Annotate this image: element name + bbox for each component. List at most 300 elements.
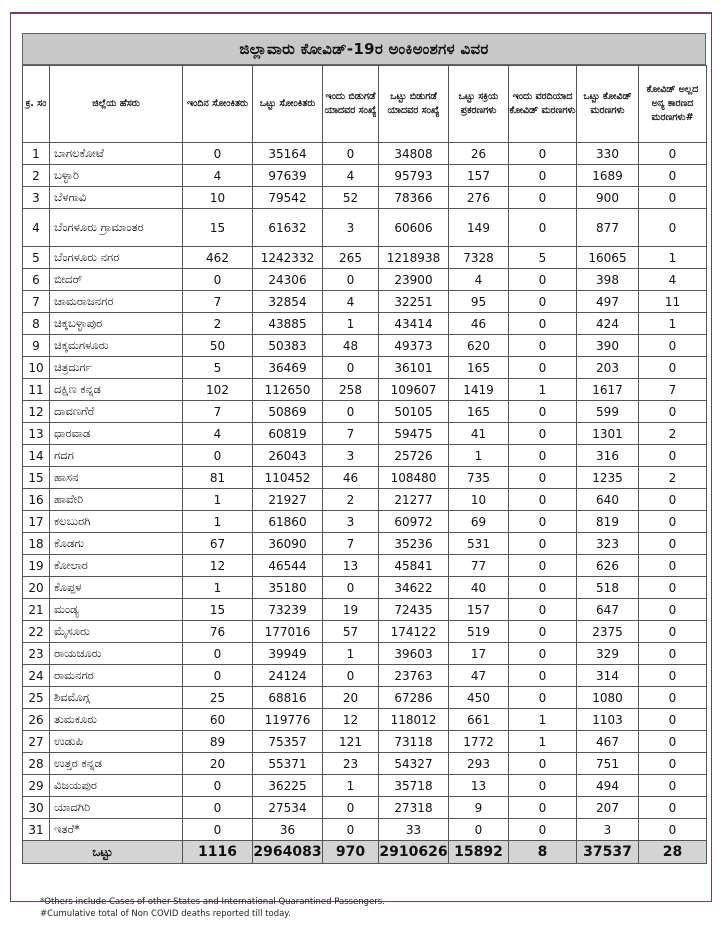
value-cell: 50105 <box>379 401 449 423</box>
value-cell: 0 <box>183 665 253 687</box>
value-cell: 0 <box>183 797 253 819</box>
value-cell: 78366 <box>379 187 449 209</box>
value-cell: 35164 <box>253 143 323 165</box>
value-cell: 2 <box>183 313 253 335</box>
value-cell: 119776 <box>253 709 323 731</box>
value-cell: 2375 <box>577 621 639 643</box>
district-name-cell: ಬೆಂಗಳೂರು ನಗರ <box>50 247 183 269</box>
value-cell: 0 <box>509 599 577 621</box>
value-cell: 0 <box>639 187 707 209</box>
value-cell: 0 <box>509 511 577 533</box>
value-cell: 3 <box>323 445 379 467</box>
serial-cell: 24 <box>23 665 50 687</box>
district-name-cell: ಚಿಕ್ಕಬಳ್ಳಾಪುರ <box>50 313 183 335</box>
value-cell: 60606 <box>379 209 449 247</box>
value-cell: 21927 <box>253 489 323 511</box>
value-cell: 0 <box>639 335 707 357</box>
value-cell: 109607 <box>379 379 449 401</box>
value-cell: 55371 <box>253 753 323 775</box>
value-cell: 77 <box>449 555 509 577</box>
value-cell: 3 <box>323 511 379 533</box>
header-cell: ಒಟ್ಟು ಸಕ್ರಿಯ ಪ್ರಕರಣಗಳು <box>449 66 509 143</box>
value-cell: 10 <box>449 489 509 511</box>
value-cell: 265 <box>323 247 379 269</box>
serial-cell: 10 <box>23 357 50 379</box>
value-cell: 0 <box>639 753 707 775</box>
total-cell: 37537 <box>577 841 639 864</box>
value-cell: 0 <box>509 445 577 467</box>
value-cell: 0 <box>639 357 707 379</box>
table-row <box>23 467 707 489</box>
value-cell: 60819 <box>253 423 323 445</box>
value-cell: 0 <box>639 709 707 731</box>
value-cell: 0 <box>509 187 577 209</box>
serial-cell: 20 <box>23 577 50 599</box>
value-cell: 23900 <box>379 269 449 291</box>
value-cell: 4 <box>183 165 253 187</box>
value-cell: 0 <box>509 533 577 555</box>
value-cell: 276 <box>449 187 509 209</box>
serial-cell: 3 <box>23 187 50 209</box>
value-cell: 20 <box>323 687 379 709</box>
serial-cell: 8 <box>23 313 50 335</box>
value-cell: 450 <box>449 687 509 709</box>
value-cell: 1218938 <box>379 247 449 269</box>
value-cell: 0 <box>509 423 577 445</box>
value-cell: 0 <box>639 775 707 797</box>
value-cell: 0 <box>639 165 707 187</box>
value-cell: 0 <box>323 577 379 599</box>
district-name-cell: ಚಾಮರಾಜನಗರ <box>50 291 183 313</box>
total-cell: 1116 <box>183 841 253 864</box>
value-cell: 34808 <box>379 143 449 165</box>
value-cell: 0 <box>509 291 577 313</box>
serial-cell: 25 <box>23 687 50 709</box>
value-cell: 50 <box>183 335 253 357</box>
header-cell: ಒಟ್ಟು ಕೋವಿಡ್ ಮರಣಗಳು <box>577 66 639 143</box>
serial-cell: 29 <box>23 775 50 797</box>
serial-cell: 4 <box>23 209 50 247</box>
header-cell: ಇಂದು ವರದಿಯಾದ ಕೋವಿಡ್ ಮರಣಗಳು <box>509 66 577 143</box>
value-cell: 0 <box>639 555 707 577</box>
district-name-cell: ತುಮಕೂರು <box>50 709 183 731</box>
table-row <box>23 401 707 423</box>
district-name-cell: ಕೊಡಗು <box>50 533 183 555</box>
value-cell: 203 <box>577 357 639 379</box>
value-cell: 0 <box>509 775 577 797</box>
value-cell: 640 <box>577 489 639 511</box>
value-cell: 1 <box>183 577 253 599</box>
value-cell: 36469 <box>253 357 323 379</box>
value-cell: 1617 <box>577 379 639 401</box>
value-cell: 0 <box>323 665 379 687</box>
value-cell: 462 <box>183 247 253 269</box>
value-cell: 0 <box>639 643 707 665</box>
value-cell: 329 <box>577 643 639 665</box>
value-cell: 1689 <box>577 165 639 187</box>
value-cell: 599 <box>577 401 639 423</box>
serial-cell: 16 <box>23 489 50 511</box>
header-row <box>23 66 707 143</box>
value-cell: 73118 <box>379 731 449 753</box>
value-cell: 661 <box>449 709 509 731</box>
value-cell: 72435 <box>379 599 449 621</box>
value-cell: 40 <box>449 577 509 599</box>
value-cell: 0 <box>639 665 707 687</box>
value-cell: 1 <box>449 445 509 467</box>
serial-cell: 13 <box>23 423 50 445</box>
table-row <box>23 533 707 555</box>
footnote: *Others include Cases of other States and International Quarantined Passengers. <box>40 897 385 907</box>
value-cell: 735 <box>449 467 509 489</box>
value-cell: 293 <box>449 753 509 775</box>
district-name-cell: ಕಲಬುರಗಿ <box>50 511 183 533</box>
serial-cell: 28 <box>23 753 50 775</box>
value-cell: 0 <box>639 621 707 643</box>
value-cell: 35718 <box>379 775 449 797</box>
total-cell: 2964083 <box>253 841 323 864</box>
value-cell: 9 <box>449 797 509 819</box>
value-cell: 1 <box>323 643 379 665</box>
value-cell: 518 <box>577 577 639 599</box>
value-cell: 877 <box>577 209 639 247</box>
value-cell: 33 <box>379 819 449 841</box>
value-cell: 626 <box>577 555 639 577</box>
value-cell: 39949 <box>253 643 323 665</box>
value-cell: 121 <box>323 731 379 753</box>
district-name-cell: ಬಳ್ಳಾರಿ <box>50 165 183 187</box>
value-cell: 43414 <box>379 313 449 335</box>
value-cell: 0 <box>509 555 577 577</box>
district-name-cell: ಉತ್ತರ ಕನ್ನಡ <box>50 753 183 775</box>
district-name-cell: ದಕ್ಷಿಣ ಕನ್ನಡ <box>50 379 183 401</box>
value-cell: 11 <box>639 291 707 313</box>
total-row <box>23 841 707 864</box>
total-cell: 8 <box>509 841 577 864</box>
value-cell: 0 <box>323 819 379 841</box>
table-row <box>23 511 707 533</box>
value-cell: 0 <box>323 401 379 423</box>
footnotes <box>40 896 700 920</box>
value-cell: 13 <box>449 775 509 797</box>
value-cell: 45841 <box>379 555 449 577</box>
value-cell: 0 <box>183 819 253 841</box>
table-row <box>23 819 707 841</box>
value-cell: 0 <box>509 577 577 599</box>
value-cell: 751 <box>577 753 639 775</box>
value-cell: 23 <box>323 753 379 775</box>
value-cell: 316 <box>577 445 639 467</box>
table-row <box>23 165 707 187</box>
value-cell: 1 <box>639 313 707 335</box>
value-cell: 2 <box>323 489 379 511</box>
value-cell: 35236 <box>379 533 449 555</box>
value-cell: 0 <box>183 445 253 467</box>
value-cell: 0 <box>639 209 707 247</box>
value-cell: 73239 <box>253 599 323 621</box>
serial-cell: 5 <box>23 247 50 269</box>
value-cell: 1235 <box>577 467 639 489</box>
value-cell: 49373 <box>379 335 449 357</box>
value-cell: 0 <box>449 819 509 841</box>
value-cell: 102 <box>183 379 253 401</box>
value-cell: 0 <box>639 731 707 753</box>
value-cell: 1772 <box>449 731 509 753</box>
value-cell: 24306 <box>253 269 323 291</box>
value-cell: 7 <box>639 379 707 401</box>
value-cell: 0 <box>323 797 379 819</box>
district-name-cell: ಮಂಡ್ಯ <box>50 599 183 621</box>
table-row <box>23 357 707 379</box>
header-cell: ಇಂದು ಬಿಡುಗಡೆ ಯಾದವರ ಸಂಖ್ಯೆ <box>323 66 379 143</box>
district-name-cell: ಇತರೆ* <box>50 819 183 841</box>
district-name-cell: ಮೈಸೂರು <box>50 621 183 643</box>
serial-cell: 11 <box>23 379 50 401</box>
value-cell: 36090 <box>253 533 323 555</box>
footnote: #Cumulative total of Non COVID deaths reported till today. <box>40 909 291 919</box>
serial-cell: 2 <box>23 165 50 187</box>
district-name-cell: ಕೋಲಾರ <box>50 555 183 577</box>
value-cell: 0 <box>509 165 577 187</box>
value-cell: 67286 <box>379 687 449 709</box>
district-name-cell: ದಾವಣಗೆರೆ <box>50 401 183 423</box>
district-name-cell: ಬಾಗಲಕೋಟೆ <box>50 143 183 165</box>
value-cell: 314 <box>577 665 639 687</box>
value-cell: 27534 <box>253 797 323 819</box>
value-cell: 0 <box>639 797 707 819</box>
value-cell: 647 <box>577 599 639 621</box>
table-row <box>23 445 707 467</box>
district-name-cell: ರಾಮನಗರ <box>50 665 183 687</box>
value-cell: 0 <box>509 143 577 165</box>
value-cell: 0 <box>639 489 707 511</box>
value-cell: 1419 <box>449 379 509 401</box>
value-cell: 95793 <box>379 165 449 187</box>
value-cell: 25726 <box>379 445 449 467</box>
serial-cell: 26 <box>23 709 50 731</box>
district-name-cell: ವಿಜಯಪುರ <box>50 775 183 797</box>
value-cell: 165 <box>449 357 509 379</box>
serial-cell: 9 <box>23 335 50 357</box>
value-cell: 36225 <box>253 775 323 797</box>
value-cell: 1 <box>509 731 577 753</box>
value-cell: 95 <box>449 291 509 313</box>
value-cell: 15 <box>183 599 253 621</box>
value-cell: 5 <box>183 357 253 379</box>
value-cell: 0 <box>183 269 253 291</box>
serial-cell: 30 <box>23 797 50 819</box>
value-cell: 3 <box>577 819 639 841</box>
value-cell: 390 <box>577 335 639 357</box>
value-cell: 330 <box>577 143 639 165</box>
value-cell: 0 <box>509 313 577 335</box>
value-cell: 1 <box>509 709 577 731</box>
value-cell: 0 <box>639 599 707 621</box>
value-cell: 0 <box>639 401 707 423</box>
serial-cell: 18 <box>23 533 50 555</box>
value-cell: 398 <box>577 269 639 291</box>
value-cell: 177016 <box>253 621 323 643</box>
table-row <box>23 797 707 819</box>
value-cell: 59475 <box>379 423 449 445</box>
value-cell: 36 <box>253 819 323 841</box>
table-row <box>23 599 707 621</box>
value-cell: 531 <box>449 533 509 555</box>
table-row <box>23 209 707 247</box>
value-cell: 97639 <box>253 165 323 187</box>
serial-cell: 19 <box>23 555 50 577</box>
table-row <box>23 621 707 643</box>
header-cell: ಒಟ್ಟು ಸೋಂಕಿತರು <box>253 66 323 143</box>
value-cell: 1 <box>323 775 379 797</box>
value-cell: 0 <box>639 577 707 599</box>
value-cell: 424 <box>577 313 639 335</box>
value-cell: 61632 <box>253 209 323 247</box>
value-cell: 41 <box>449 423 509 445</box>
serial-cell: 27 <box>23 731 50 753</box>
table-row <box>23 709 707 731</box>
value-cell: 4 <box>183 423 253 445</box>
value-cell: 1080 <box>577 687 639 709</box>
serial-cell: 22 <box>23 621 50 643</box>
value-cell: 81 <box>183 467 253 489</box>
serial-cell: 21 <box>23 599 50 621</box>
value-cell: 165 <box>449 401 509 423</box>
value-cell: 157 <box>449 165 509 187</box>
value-cell: 54327 <box>379 753 449 775</box>
value-cell: 50869 <box>253 401 323 423</box>
value-cell: 0 <box>323 143 379 165</box>
value-cell: 207 <box>577 797 639 819</box>
value-cell: 17 <box>449 643 509 665</box>
value-cell: 0 <box>509 209 577 247</box>
value-cell: 0 <box>509 643 577 665</box>
district-name-cell: ಬೆಂಗಳೂರು ಗ್ರಾಮಾಂತರ <box>50 209 183 247</box>
value-cell: 174122 <box>379 621 449 643</box>
value-cell: 52 <box>323 187 379 209</box>
value-cell: 3 <box>323 209 379 247</box>
value-cell: 1301 <box>577 423 639 445</box>
value-cell: 0 <box>509 401 577 423</box>
value-cell: 50383 <box>253 335 323 357</box>
value-cell: 69 <box>449 511 509 533</box>
value-cell: 26 <box>449 143 509 165</box>
value-cell: 36101 <box>379 357 449 379</box>
value-cell: 19 <box>323 599 379 621</box>
value-cell: 0 <box>509 687 577 709</box>
value-cell: 1 <box>323 313 379 335</box>
value-cell: 0 <box>509 489 577 511</box>
value-cell: 4 <box>639 269 707 291</box>
table-row <box>23 643 707 665</box>
value-cell: 519 <box>449 621 509 643</box>
value-cell: 79542 <box>253 187 323 209</box>
district-covid-table <box>22 65 707 864</box>
serial-cell: 12 <box>23 401 50 423</box>
table-row <box>23 291 707 313</box>
value-cell: 4 <box>323 291 379 313</box>
table-row <box>23 731 707 753</box>
value-cell: 0 <box>509 753 577 775</box>
value-cell: 149 <box>449 209 509 247</box>
table-row <box>23 577 707 599</box>
district-name-cell: ಹಾವೇರಿ <box>50 489 183 511</box>
total-label: ಒಟ್ಟು <box>23 841 183 864</box>
value-cell: 258 <box>323 379 379 401</box>
value-cell: 0 <box>509 335 577 357</box>
value-cell: 46 <box>449 313 509 335</box>
value-cell: 15 <box>183 209 253 247</box>
header-cell: ಜಿಲ್ಲೆಯ ಹೆಸರು <box>50 66 183 143</box>
header-cell: ಒಟ್ಟು ಬಿಡುಗಡೆ ಯಾದವರ ಸಂಖ್ಯೆ <box>379 66 449 143</box>
value-cell: 467 <box>577 731 639 753</box>
page-title: ಜಿಲ್ಲಾವಾರು ಕೋವಿಡ್-19ರ ಅಂಕಿಅಂಶಗಳ ವಿವರ <box>22 33 706 65</box>
value-cell: 323 <box>577 533 639 555</box>
value-cell: 46544 <box>253 555 323 577</box>
value-cell: 108480 <box>379 467 449 489</box>
value-cell: 1242332 <box>253 247 323 269</box>
value-cell: 0 <box>639 445 707 467</box>
table-row <box>23 423 707 445</box>
value-cell: 48 <box>323 335 379 357</box>
value-cell: 21277 <box>379 489 449 511</box>
value-cell: 118012 <box>379 709 449 731</box>
value-cell: 0 <box>639 143 707 165</box>
total-cell: 28 <box>639 841 707 864</box>
value-cell: 0 <box>509 665 577 687</box>
district-name-cell: ರಾಯಚೂರು <box>50 643 183 665</box>
value-cell: 1103 <box>577 709 639 731</box>
district-name-cell: ಬೀದರ್ <box>50 269 183 291</box>
value-cell: 57 <box>323 621 379 643</box>
table-row <box>23 335 707 357</box>
header-cell: ಕೋವಿಡ್ ಅಲ್ಲದ ಅನ್ಯ ಕಾರಣದ ಮರಣಗಳು# <box>639 66 707 143</box>
value-cell: 0 <box>509 357 577 379</box>
value-cell: 900 <box>577 187 639 209</box>
total-cell: 15892 <box>449 841 509 864</box>
value-cell: 39603 <box>379 643 449 665</box>
value-cell: 27318 <box>379 797 449 819</box>
table-row <box>23 187 707 209</box>
district-name-cell: ಚಿಕ್ಕಮಗಳೂರು <box>50 335 183 357</box>
value-cell: 0 <box>323 269 379 291</box>
value-cell: 12 <box>323 709 379 731</box>
value-cell: 0 <box>509 621 577 643</box>
value-cell: 75357 <box>253 731 323 753</box>
value-cell: 4 <box>323 165 379 187</box>
value-cell: 67 <box>183 533 253 555</box>
value-cell: 32251 <box>379 291 449 313</box>
value-cell: 157 <box>449 599 509 621</box>
value-cell: 46 <box>323 467 379 489</box>
table-row <box>23 379 707 401</box>
value-cell: 32854 <box>253 291 323 313</box>
value-cell: 7 <box>183 401 253 423</box>
value-cell: 10 <box>183 187 253 209</box>
value-cell: 0 <box>639 511 707 533</box>
table-row <box>23 143 707 165</box>
value-cell: 494 <box>577 775 639 797</box>
value-cell: 24124 <box>253 665 323 687</box>
district-name-cell: ಯಾದಗಿರಿ <box>50 797 183 819</box>
serial-cell: 6 <box>23 269 50 291</box>
value-cell: 7328 <box>449 247 509 269</box>
value-cell: 112650 <box>253 379 323 401</box>
value-cell: 819 <box>577 511 639 533</box>
total-cell: 2910626 <box>379 841 449 864</box>
serial-cell: 7 <box>23 291 50 313</box>
header-cell: ಕ್ರ. ಸಂ <box>23 66 50 143</box>
